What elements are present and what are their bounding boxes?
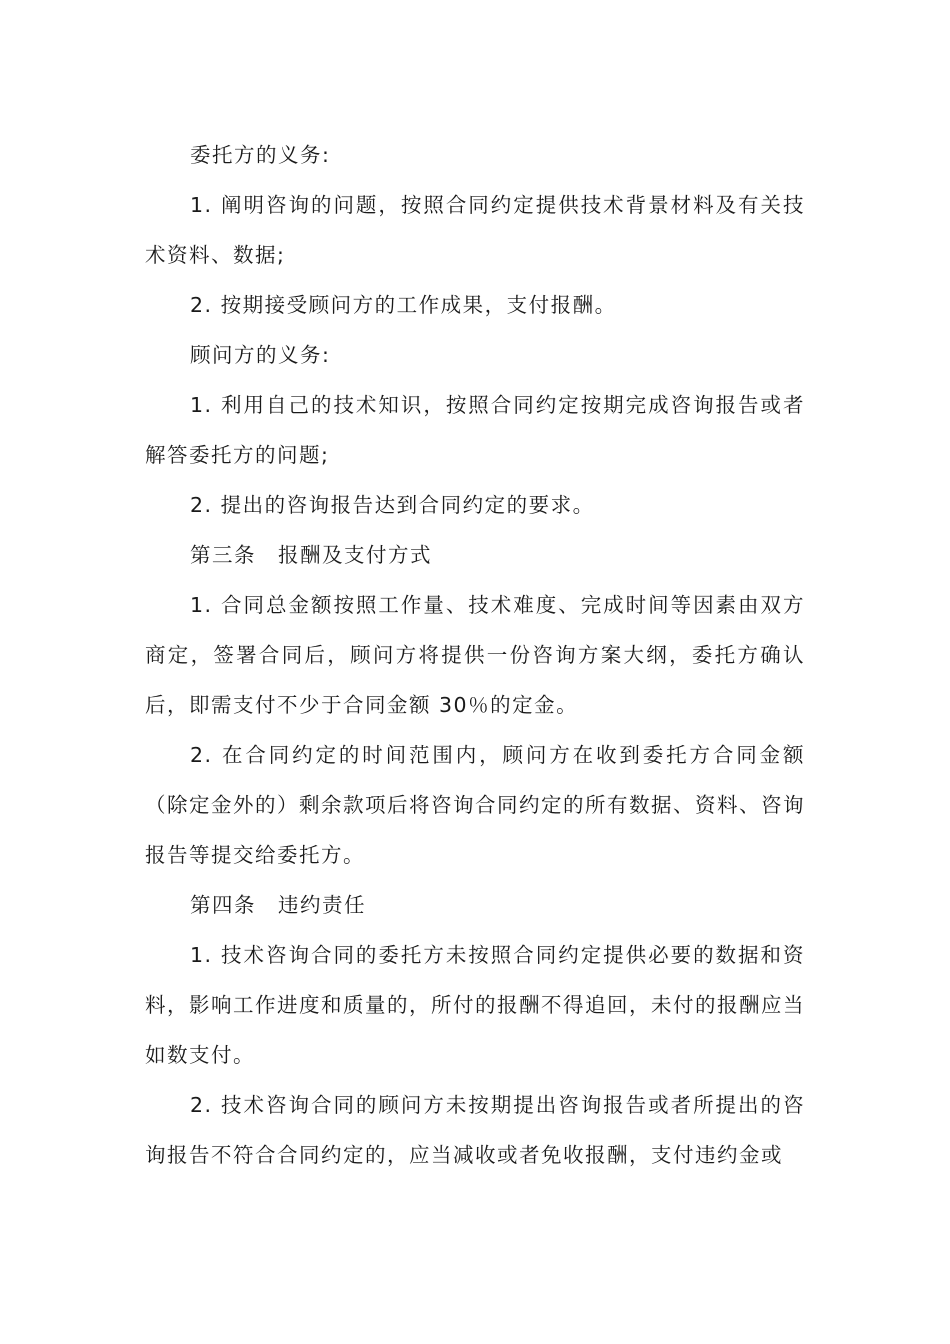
client-obligation-2: 2. 按期接受顾问方的工作成果，支付报酬。 xyxy=(190,293,617,317)
article-3-clause-1: 1. 合同总金额按照工作量、技术难度、完成时间等因素由双方商定，签署合同后，顾问方将提供一份咨询方案大纲，委托方确认后，即需支付不少于合同金额 30％的定金。 xyxy=(145,593,805,717)
document-body xyxy=(145,130,805,1180)
heading-consultant-obligations: 顾问方的义务: xyxy=(190,343,331,367)
heading-client-obligations: 委托方的义务: xyxy=(190,143,331,167)
article-4-heading: 第四条 违约责任 xyxy=(190,893,366,917)
article-3-heading: 第三条 报酬及支付方式 xyxy=(190,543,432,567)
consultant-obligation-2: 2. 提出的咨询报告达到合同约定的要求。 xyxy=(190,493,595,517)
article-3-clause-2: 2. 在合同约定的时间范围内，顾问方在收到委托方合同金额（除定金外的）剩余款项后将咨询合同约定的所有数据、资料、咨询报告等提交给委托方。 xyxy=(145,743,805,867)
article-4-clause-2: 2. 技术咨询合同的顾问方未按期提出咨询报告或者所提出的咨询报告不符合合同约定的，应当减收或者免收报酬，支付违约金或 xyxy=(145,1093,805,1167)
client-obligation-1: 1. 阐明咨询的问题，按照合同约定提供技术背景材料及有关技术资料、数据; xyxy=(145,193,805,267)
consultant-obligation-1: 1. 利用自己的技术知识，按照合同约定按期完成咨询报告或者解答委托方的问题; xyxy=(145,393,805,467)
article-4-clause-1: 1. 技术咨询合同的委托方未按照合同约定提供必要的数据和资料，影响工作进度和质量的，所付的报酬不得追回，未付的报酬应当如数支付。 xyxy=(145,943,805,1067)
